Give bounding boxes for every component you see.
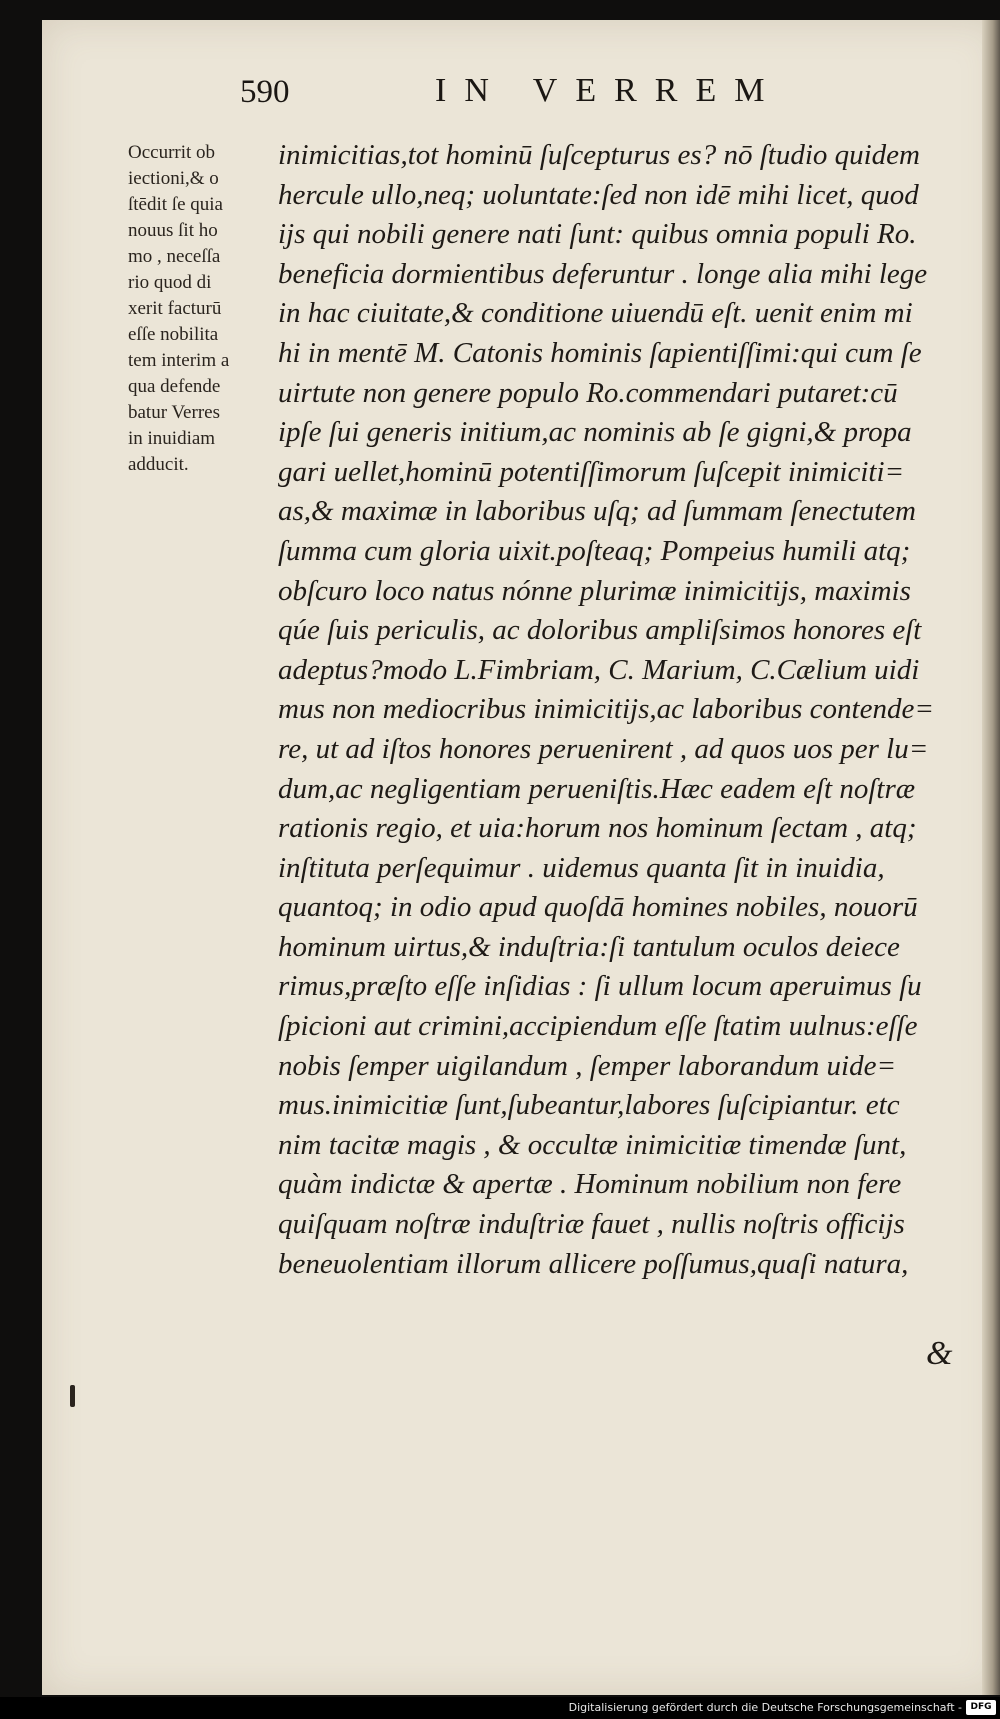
text-line: gari uellet,hominū potentiſſimorum ſuſcepit inimiciti= bbox=[278, 455, 905, 488]
text-line: in hac ciuitate,& conditione uiuendū eſt. uenit enim mi bbox=[278, 297, 913, 330]
marginal-note-line: Occurrit ob bbox=[128, 142, 216, 163]
text-line: nim tacitæ magis , & occultæ inimicitiæ timendæ ſunt, bbox=[278, 1128, 907, 1161]
page-number: 590 bbox=[240, 74, 290, 110]
text-line: mus non mediocribus inimicitijs,ac laboribus contende= bbox=[278, 693, 934, 726]
marginal-note-line: mo , neceſſa bbox=[128, 246, 221, 267]
digitization-footer bbox=[0, 1697, 1000, 1719]
marginal-note-line: eſſe nobilita bbox=[128, 324, 219, 345]
marginal-note-line: xerit facturū bbox=[128, 298, 222, 319]
text-line: quantoq; in odio apud quoſdā homines nobiles, nouorū bbox=[278, 891, 918, 924]
text-line: ſpicioni aut crimini,accipiendum eſſe ſtatim uulnus:eſſe bbox=[278, 1010, 918, 1043]
text-line: as,& maximæ in laboribus uſq; ad ſummam ſenectutem bbox=[278, 495, 916, 528]
text-line: beneuolentiam illorum allicere poſſumus,quaſi natura, bbox=[278, 1247, 909, 1280]
text-line: ipſe ſui generis initium,ac nominis ab ſe gigni,& propa bbox=[278, 416, 912, 449]
text-line: ijs qui nobili genere nati ſunt: quibus omnia populi Ro. bbox=[278, 218, 917, 251]
marginal-note-line: nouus ſit ho bbox=[128, 220, 218, 241]
text-line: inſtituta perſequimur . uidemus quanta ſit in inuidia, bbox=[278, 851, 885, 884]
marginal-note-line: qua defende bbox=[128, 376, 221, 397]
running-title: IN VERREM bbox=[435, 72, 783, 109]
text-line: uirtute non genere populo Ro.commendari putaret:cū bbox=[278, 376, 898, 409]
page-gutter-shadow bbox=[982, 20, 1000, 1695]
text-line: hominum uirtus,& induſtria:ſi tantulum oculos deiece bbox=[278, 930, 900, 963]
marginal-note-line: ſtēdit ſe quia bbox=[128, 194, 223, 215]
text-line: qúe ſuis periculis, ac doloribus ampliſsimos honores eſt bbox=[278, 614, 922, 647]
text-line: ſumma cum gloria uixit.poſteaq; Pompeius humili atq; bbox=[278, 534, 911, 567]
text-line: dum,ac negligentiam perueniſtis.Hæc eadem eſt noſtræ bbox=[278, 772, 916, 805]
footer-credit: Digitalisierung gefördert durch die Deutsche Forschungsgemeinschaft - bbox=[568, 1701, 962, 1714]
text-line: quiſquam noſtræ induſtriæ fauet , nullis noſtris officijs bbox=[278, 1208, 905, 1241]
marginal-note-line: iectioni,& o bbox=[128, 168, 219, 189]
marginal-note-line: rio quod di bbox=[128, 272, 212, 293]
text-line: hi in mentē M. Catonis hominis ſapientiſſimi:qui cum ſe bbox=[278, 336, 922, 369]
text-line: mus.inimicitiæ ſunt,ſubeantur,labores ſuſcipiantur. etc bbox=[278, 1089, 900, 1122]
text-line: re, ut ad iſtos honores peruenirent , ad quos uos per lu= bbox=[278, 732, 929, 765]
text-line: nobis ſemper uigilandum , ſemper laborandum uide= bbox=[278, 1049, 897, 1082]
marginal-note-line: in inuidiam bbox=[128, 428, 216, 449]
catchword: & bbox=[926, 1335, 953, 1372]
text-line: hercule ullo,neq; uoluntate:ſed non idē mihi licet, quod bbox=[278, 178, 919, 211]
text-line: adeptus?modo L.Fimbriam, C. Marium, C.Cælium uidi bbox=[278, 653, 920, 686]
marginal-note-line: tem interim a bbox=[128, 350, 230, 371]
text-line: beneficia dormientibus deferuntur . longe alia mihi lege bbox=[278, 257, 928, 290]
text-line: quàm indictæ & apertæ . Hominum nobilium non fere bbox=[278, 1168, 902, 1201]
page-header bbox=[240, 64, 800, 120]
text-line: inimicitias,tot hominū ſuſcepturus es? nō ſtudio quidem bbox=[278, 139, 920, 171]
ink-mark bbox=[70, 1385, 75, 1407]
marginal-note-line: adducit. bbox=[128, 454, 189, 475]
text-line: obſcuro loco natus nónne plurimæ inimicitijs, maximis bbox=[278, 574, 911, 607]
body-text bbox=[278, 136, 953, 1284]
text-line: rimus,præſto eſſe inſidias : ſi ullum locum aperuimus ſu bbox=[278, 970, 922, 1003]
dfg-logo: DFG bbox=[966, 1700, 996, 1715]
marginal-note bbox=[128, 140, 276, 478]
text-line: rationis regio, et uia:horum nos hominum ſectam , atq; bbox=[278, 812, 917, 845]
marginal-note-line: batur Verres bbox=[128, 402, 220, 423]
